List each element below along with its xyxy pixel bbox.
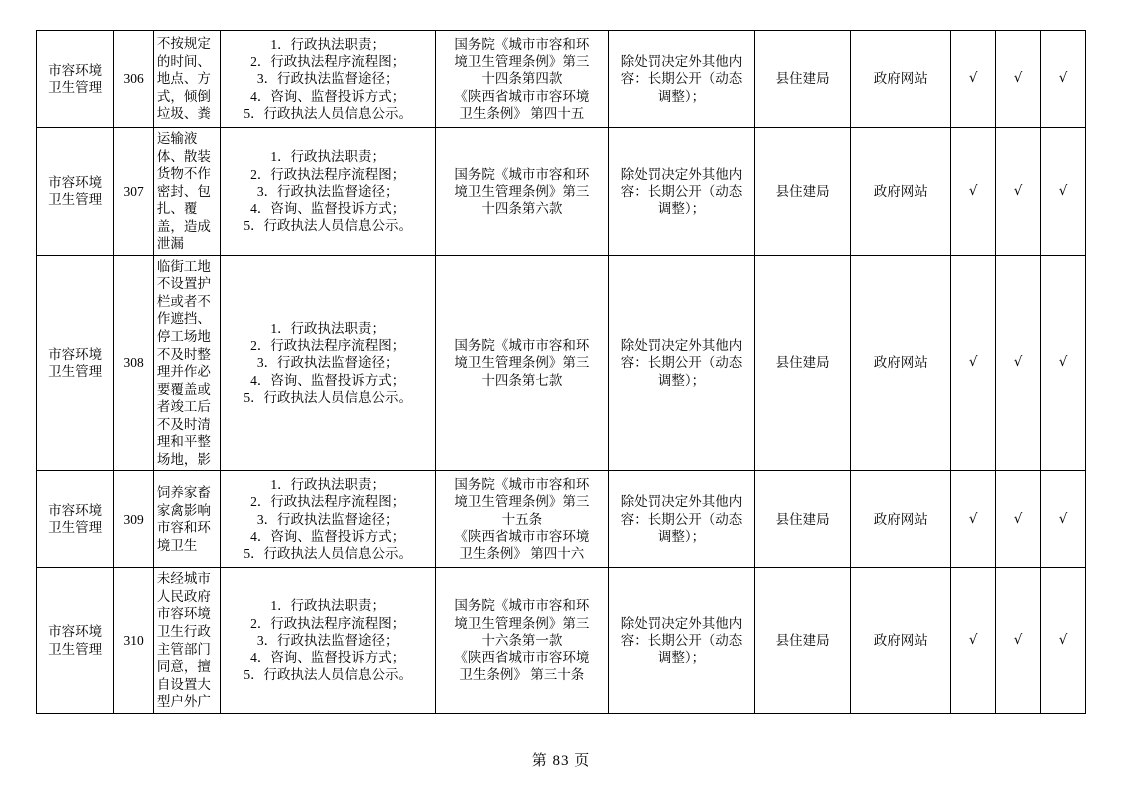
cell-check-1: √ [951, 471, 996, 568]
content-line: 2．行政执法程序流程图； [250, 338, 406, 354]
content-line: 5．行政执法人员信息公示。 [243, 218, 413, 234]
page-footer [0, 748, 1122, 771]
cell-check-2: √ [996, 568, 1041, 713]
cell-basis [435, 471, 608, 568]
basis-line: 卫生条例》 第四十五 [459, 105, 585, 121]
basis-line: 国务院《城市市容和环 [454, 166, 590, 182]
scope-line: 除处罚决定外其他内 [620, 166, 743, 182]
basis-line: 《陕西省城市市容环境 [454, 650, 590, 666]
item-text: 临街工地不设置护栏或者不作遮挡、停工场地不及时整理并作必要覆盖或者竣工后不及时清理和平整场地，影 [156, 258, 211, 467]
basis-line: 《陕西省城市市容环境 [454, 529, 590, 545]
content-line: 2．行政执法程序流程图； [250, 166, 406, 182]
basis-line: 国务院《城市市容和环 [454, 477, 590, 493]
cell-channel: 政府网站 [851, 568, 951, 713]
scope-line: 除处罚决定外其他内 [620, 615, 743, 631]
content-line: 4．咨询、监督投诉方式； [250, 372, 406, 388]
scope-line: 调整）； [657, 529, 706, 545]
footer-page-number: 83 [552, 753, 570, 769]
cell-basis [435, 255, 608, 471]
scope-line: 调整）； [657, 88, 706, 104]
item-text: 饲养家畜家禽影响市容和环境卫生 [156, 485, 211, 553]
cell-scope [608, 568, 754, 713]
basis-line: 境卫生管理条例》第三 [454, 355, 590, 371]
cell-content [220, 128, 435, 256]
content-line: 1．行政执法职责； [270, 477, 386, 493]
cell-name: 市容环境 卫生管理 [37, 31, 114, 128]
basis-line: 卫生条例》 第三十条 [459, 667, 585, 683]
basis-line: 卫生条例》 第四十六 [459, 546, 585, 562]
scope-line: 调整）； [657, 372, 706, 388]
table-row [37, 568, 1086, 713]
cell-basis [435, 568, 608, 713]
basis-line: 十四条第六款 [481, 201, 563, 217]
cell-item [153, 31, 220, 128]
cell-organization: 县住建局 [755, 255, 851, 471]
basis-line: 《陕西省城市市容环境 [454, 88, 590, 104]
content-line: 1．行政执法职责； [270, 36, 386, 52]
basis-line: 国务院《城市市容和环 [454, 338, 590, 354]
content-line: 4．咨询、监督投诉方式； [250, 201, 406, 217]
scope-line: 除处罚决定外其他内 [620, 54, 743, 70]
content-line: 5．行政执法人员信息公示。 [243, 546, 413, 562]
content-line: 1．行政执法职责； [270, 149, 386, 165]
basis-line: 十五条 [501, 511, 543, 527]
content-line: 5．行政执法人员信息公示。 [243, 667, 413, 683]
basis-line: 境卫生管理条例》第三 [454, 54, 590, 70]
cell-item [153, 255, 220, 471]
scope-line: 容：长期公开（动态 [620, 71, 743, 87]
cell-content [220, 31, 435, 128]
cell-scope [608, 31, 754, 128]
content-line: 4．咨询、监督投诉方式； [250, 88, 406, 104]
table-row [37, 471, 1086, 568]
content-line: 4．咨询、监督投诉方式； [250, 529, 406, 545]
cell-name: 市容环境 卫生管理 [37, 128, 114, 256]
basis-line: 十四条第四款 [481, 71, 563, 87]
cell-item [153, 471, 220, 568]
table-row [37, 255, 1086, 471]
content-line: 3．行政执法监督途径； [256, 183, 399, 199]
cell-item [153, 128, 220, 256]
cell-check-3: √ [1041, 31, 1086, 128]
cell-item [153, 568, 220, 713]
cell-scope [608, 255, 754, 471]
cell-channel: 政府网站 [851, 128, 951, 256]
cell-check-3: √ [1041, 255, 1086, 471]
item-text: 未经城市人民政府市容环境卫生行政主管部门同意，擅自设置大型户外广 [156, 571, 211, 710]
scope-line: 容：长期公开（动态 [620, 632, 743, 648]
administrative-enforcement-table [36, 30, 1086, 714]
table-row [37, 128, 1086, 256]
cell-organization: 县住建局 [755, 128, 851, 256]
cell-check-1: √ [951, 31, 996, 128]
scope-line: 除处罚决定外其他内 [620, 338, 743, 354]
cell-scope [608, 471, 754, 568]
cell-number: 306 [114, 31, 154, 128]
cell-check-2: √ [996, 471, 1041, 568]
table-body [37, 31, 1086, 714]
basis-line: 国务院《城市市容和环 [454, 36, 590, 52]
scope-line: 容：长期公开（动态 [620, 355, 743, 371]
content-line: 1．行政执法职责； [270, 320, 386, 336]
item-text: 不按规定的时间、地点、方式，倾倒垃圾、粪 [156, 36, 211, 122]
cell-check-2: √ [996, 128, 1041, 256]
cell-check-1: √ [951, 128, 996, 256]
cell-scope [608, 128, 754, 256]
footer-suffix: 页 [574, 753, 591, 769]
cell-basis [435, 128, 608, 256]
table-row [37, 31, 1086, 128]
cell-number: 310 [114, 568, 154, 713]
cell-organization: 县住建局 [755, 568, 851, 713]
item-text: 运输液体、散装货物不作密封、包扎、覆盖，造成泄漏 [156, 131, 211, 252]
cell-number: 307 [114, 128, 154, 256]
basis-line: 国务院《城市市容和环 [454, 598, 590, 614]
basis-line: 十四条第七款 [481, 372, 563, 388]
content-line: 3．行政执法监督途径； [256, 632, 399, 648]
cell-organization: 县住建局 [755, 31, 851, 128]
content-line: 3．行政执法监督途径； [256, 511, 399, 527]
cell-number: 308 [114, 255, 154, 471]
footer-prefix: 第 [531, 753, 548, 769]
cell-check-2: √ [996, 255, 1041, 471]
cell-channel: 政府网站 [851, 471, 951, 568]
cell-check-3: √ [1041, 568, 1086, 713]
basis-line: 十六条第一款 [481, 632, 563, 648]
content-line: 2．行政执法程序流程图； [250, 54, 406, 70]
cell-check-3: √ [1041, 128, 1086, 256]
scope-line: 容：长期公开（动态 [620, 183, 743, 199]
content-line: 3．行政执法监督途径； [256, 355, 399, 371]
cell-check-1: √ [951, 568, 996, 713]
cell-content [220, 255, 435, 471]
basis-line: 境卫生管理条例》第三 [454, 183, 590, 199]
cell-check-2: √ [996, 31, 1041, 128]
basis-line: 境卫生管理条例》第三 [454, 494, 590, 510]
basis-line: 境卫生管理条例》第三 [454, 615, 590, 631]
page-number-box [522, 748, 601, 771]
scope-line: 容：长期公开（动态 [620, 511, 743, 527]
content-line: 1．行政执法职责； [270, 598, 386, 614]
cell-check-1: √ [951, 255, 996, 471]
cell-name: 市容环境 卫生管理 [37, 255, 114, 471]
scope-line: 调整）； [657, 650, 706, 666]
content-line: 5．行政执法人员信息公示。 [243, 105, 413, 121]
content-line: 2．行政执法程序流程图； [250, 615, 406, 631]
content-line: 2．行政执法程序流程图； [250, 494, 406, 510]
cell-organization: 县住建局 [755, 471, 851, 568]
scope-line: 除处罚决定外其他内 [620, 494, 743, 510]
cell-name: 市容环境 卫生管理 [37, 568, 114, 713]
cell-content [220, 471, 435, 568]
cell-content [220, 568, 435, 713]
content-line: 4．咨询、监督投诉方式； [250, 650, 406, 666]
cell-number: 309 [114, 471, 154, 568]
cell-name: 市容环境 卫生管理 [37, 471, 114, 568]
cell-basis [435, 31, 608, 128]
cell-check-3: √ [1041, 471, 1086, 568]
content-line: 5．行政执法人员信息公示。 [243, 390, 413, 405]
cell-channel: 政府网站 [851, 31, 951, 128]
cell-channel: 政府网站 [851, 255, 951, 471]
content-line: 3．行政执法监督途径； [256, 71, 399, 87]
scope-line: 调整）； [657, 201, 706, 217]
